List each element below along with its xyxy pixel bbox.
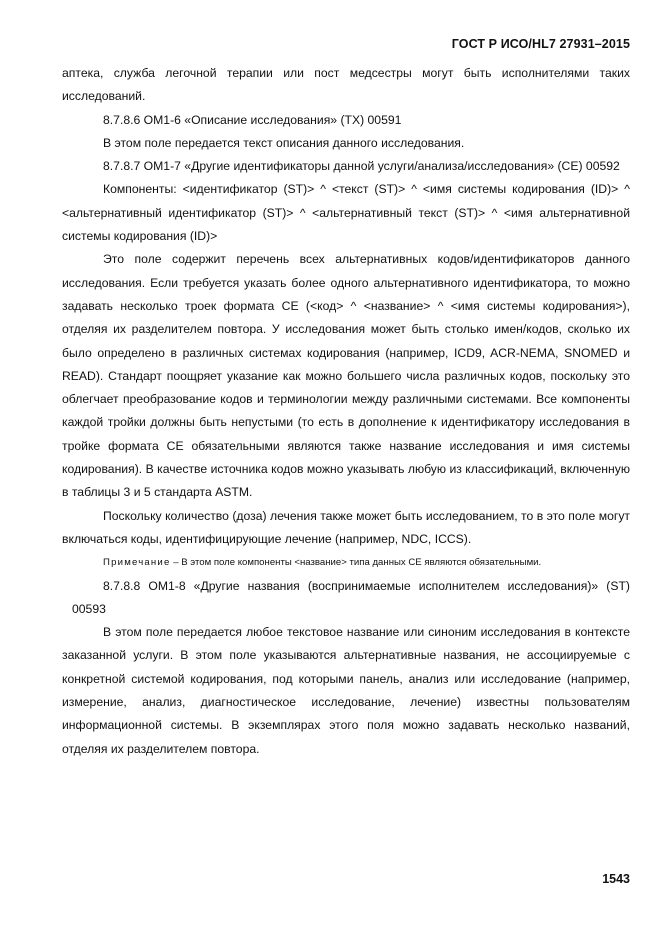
paragraph-continuation: аптека, служба легочной терапии или пост медсестры могут быть исполнителями таких исследований. bbox=[62, 66, 630, 104]
note-text: – В этом поле компоненты <название> типа данных CE являются обязательными. bbox=[170, 557, 542, 569]
page-number: 1543 bbox=[602, 872, 630, 886]
section-text-om1-6: В этом поле передается текст описания данного исследования. bbox=[103, 135, 465, 150]
section-heading-om1-6: 8.7.8.6 OM1-6 «Описание исследования» (TX) 00591 bbox=[103, 112, 402, 127]
document-body bbox=[62, 62, 630, 761]
section-heading-om1-7: 8.7.8.7 OM1-7 «Другие идентификаторы данной услуги/анализа/исследования» (CE) 00592 bbox=[103, 159, 620, 174]
note-label: Примечание bbox=[103, 557, 171, 569]
section-heading-om1-8: 8.7.8.8 OM1-8 «Другие названия (воспринимаемые исполнителем исследования)» (ST) 00593 bbox=[72, 578, 630, 616]
note bbox=[62, 551, 630, 574]
section-text-om1-7: Это поле содержит перечень всех альтернативных кодов/идентификаторов данного исследования. Если требуется указать более одного альтернативного идентификатора, то можно задавать несколько троек формата CE (<код> ^ <название> ^ <имя системы кодирования>), отделяя их разделителем повтора. У исследования может быть столько имен/кодов, сколько их было определено в различных системах кодирования (например, ICD9, ACR-NEMA, SNOMED и READ). Стандарт поощряет указание как можно большего числа различных кодов, поскольку это облегчает преобразование кодов и терминологии между различными системами. Все компоненты каждой тройки должны быть непустыми (то есть в дополнение к идентификатору исследования в тройке формата CE обязательными являются также название исследования и имя системы кодирования). В качестве источника кодов можно указывать любую из классификаций, включенную в таблицы 3 и 5 стандарта ASTM. bbox=[62, 252, 630, 500]
section-text-om1-8: В этом поле передается любое текстовое название или синоним исследования в контексте заказанной услуги. В этом поле указываются альтернативные названия, не ассоциируемые с конкретной системой кодирования, под которыми панель, анализ или исследование (например, измерение, анализ, диагностическое исследование, лечение) известны пользователям информационной системы. В экземплярах этого поля можно задавать несколько названий, отделяя их разделителем повтора. bbox=[62, 625, 630, 756]
section-text-om1-7-dose: Поскольку количество (доза) лечения также может быть исследованием, то в это поле могут включаться коды, идентифицирующие лечение (например, NDC, ICCS). bbox=[62, 508, 630, 546]
page-header: ГОСТ Р ИСО/HL7 27931–2015 bbox=[451, 37, 630, 51]
components-paragraph: Компоненты: <идентификатор (ST)> ^ <текст (ST)> ^ <имя системы кодирования (ID)> ^ <альтернативный идентификатор (ST)> ^ <альтернативный текст (ST)> ^ <имя альтернативной системы кодирования (ID)> bbox=[62, 182, 630, 244]
